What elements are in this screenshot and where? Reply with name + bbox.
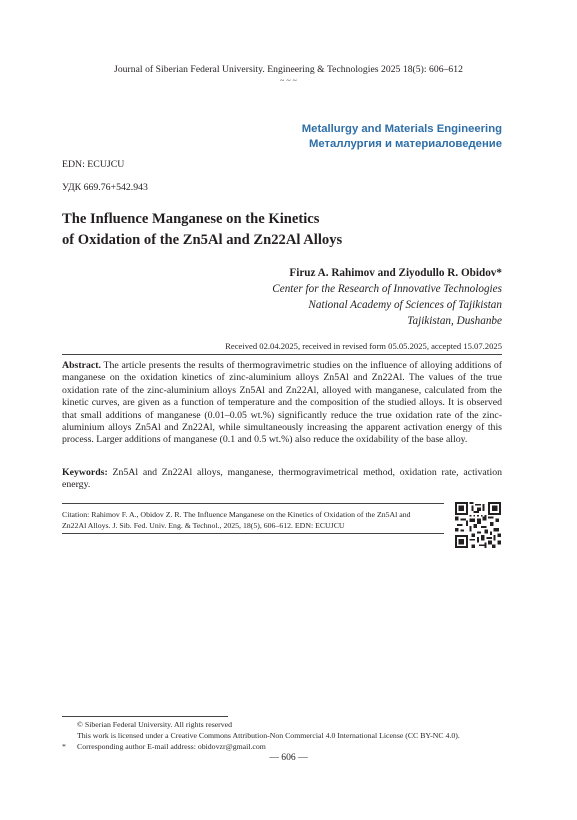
edn-code: EDN: ECUJCU bbox=[62, 159, 125, 170]
citation-line-2: Zn22Al Alloys. J. Sib. Fed. Univ. Eng. & Technol., 2025, 18(5), 606–612. EDN: ECUJCU bbox=[62, 521, 345, 531]
affiliation-line-3: Tajikistan, Dushanbe bbox=[407, 315, 502, 327]
affiliation-line-1: Center for the Research of Innovative Technologies bbox=[272, 283, 502, 295]
page-number: — 606 — bbox=[269, 752, 308, 763]
citation bbox=[62, 509, 444, 531]
title-line-2: of Oxidation of the Zn5Al and Zn22Al Alloys bbox=[62, 232, 343, 248]
keywords-text: Zn5Al and Zn22Al alloys, manganese, thermogravimetrical method, oxidation rate, activation energy. bbox=[62, 467, 503, 491]
abstract-label: Abstract. bbox=[62, 360, 101, 371]
header-ornament: ~ ~ ~ bbox=[280, 76, 297, 85]
footnote-divider bbox=[62, 716, 228, 717]
footnote-copyright bbox=[62, 719, 232, 730]
received-dates: Received 02.04.2025, received in revised form 05.05.2025, accepted 15.07.2025 bbox=[225, 341, 502, 351]
section-title-ru: Металлургия и материаловедение bbox=[308, 138, 502, 150]
footnote-license bbox=[62, 730, 460, 741]
citation-divider-bottom bbox=[62, 533, 444, 534]
keywords-label: Keywords: bbox=[62, 467, 108, 478]
section-heading bbox=[302, 122, 502, 152]
udk-code: УДК 669.76+542.943 bbox=[62, 182, 148, 193]
citation-divider-top bbox=[62, 503, 444, 504]
citation-line-1: Citation: Rahimov F. A., Obidov Z. R. The Influence Manganese on the Kinetics of Oxidation of the Zn5Al and bbox=[62, 510, 411, 519]
journal-header: Journal of Siberian Federal University. Engineering & Technologies 2025 18(5): 606–612 bbox=[114, 64, 463, 75]
footnote-corresponding bbox=[62, 741, 266, 752]
keywords bbox=[62, 467, 502, 492]
qr-code bbox=[455, 502, 501, 548]
author-names: Firuz A. Rahimov and Ziyodullo R. Obidov* bbox=[289, 267, 502, 279]
article-title bbox=[62, 209, 522, 251]
title-line-1: The Influence Manganese on the Kinetics bbox=[62, 211, 320, 227]
copyright-text: © Siberian Federal University. All rights reserved bbox=[77, 720, 233, 729]
abstract bbox=[62, 360, 502, 447]
corresponding-email: Corresponding author E-mail address: obidovzr@gmail.com bbox=[77, 742, 266, 751]
divider bbox=[62, 354, 502, 355]
section-title-en: Metallurgy and Materials Engineering bbox=[301, 123, 502, 135]
affiliation-line-2: National Academy of Sciences of Tajikistan bbox=[308, 299, 502, 311]
license-text: This work is licensed under a Creative Commons Attribution-Non Commercial 4.0 International License (CC BY-NC 4.0). bbox=[77, 731, 460, 740]
abstract-text: The article presents the results of thermogravimetric studies on the influence of alloying additions of manganese on the oxidation kinetics of zinc-aluminium alloys Zn5Al and Zn22Al. The values of the true oxidation rate of the zinc-aluminium alloys Zn5Al and Zn22Al, alloyed with manganese, calculated from the kinetic curves, are given as a function of temperature and the composition of the studied alloys. It is observed that small additions of manganese (0.01–0.05 wt.%) significantly reduce the true oxidation rate of the zinc-aluminium alloys Zn5Al and Zn22Al, while simultaneously increasing the apparent activation energy of this process. Larger additions of manganese (0.1 and 0.5 wt.%) also reduce the oxidability of the base alloy. bbox=[62, 360, 502, 446]
footnote-star: * bbox=[62, 742, 66, 751]
author-block bbox=[272, 265, 502, 329]
